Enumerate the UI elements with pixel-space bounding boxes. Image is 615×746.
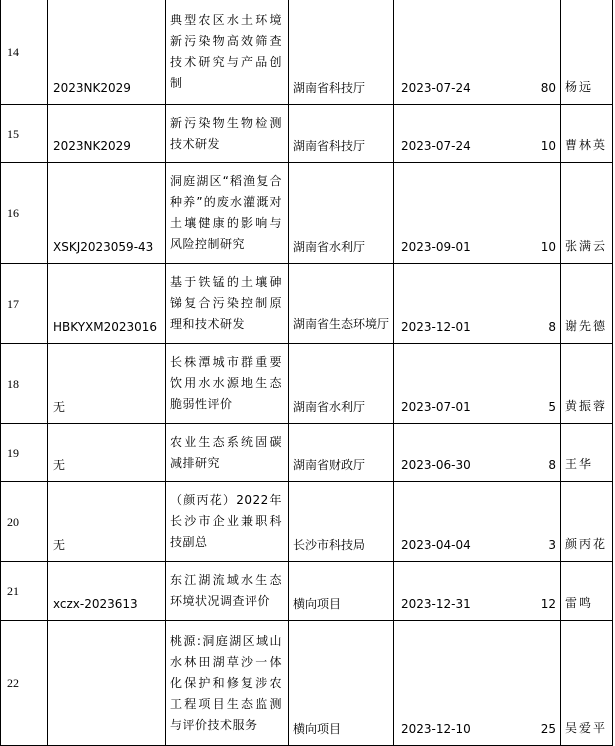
project-code: 无: [48, 424, 166, 482]
date-value: 2023-12-10: [401, 722, 471, 736]
project-leader: 王华: [561, 424, 613, 482]
funding-department: 湖南省水利厅: [289, 163, 394, 264]
date-value: 2023-09-01: [401, 240, 471, 254]
project-name: 洞庭湖区“稻渔复合种养”的废水灌溉对土壤健康的影响与风险控制研究: [166, 163, 289, 264]
table-row: [1, 0, 613, 105]
approval-date: [394, 482, 561, 562]
project-leader: 雷鸣: [561, 562, 613, 621]
project-leader: 张满云: [561, 163, 613, 264]
row-number: 19: [1, 424, 48, 482]
row-number: 15: [1, 105, 48, 163]
funding-department: 湖南省科技厅: [289, 0, 394, 105]
amount-value: 8: [548, 458, 556, 472]
funding-department: 湖南省财政厅: [289, 424, 394, 482]
table-row: [1, 264, 613, 344]
row-number: 18: [1, 344, 48, 424]
funding-department: 湖南省水利厅: [289, 344, 394, 424]
project-code: HBKYXM2023016: [48, 264, 166, 344]
project-code: XSKJ2023059-43: [48, 163, 166, 264]
amount-value: 25: [540, 722, 556, 736]
approval-date: [394, 264, 561, 344]
table-row: [1, 562, 613, 621]
funding-department: 横向项目: [289, 562, 394, 621]
project-code: 无: [48, 482, 166, 562]
funding-department: 横向项目: [289, 621, 394, 746]
date-value: 2023-06-30: [401, 458, 471, 472]
project-leader: 颜丙花: [561, 482, 613, 562]
approval-date: [394, 105, 561, 163]
approval-date: [394, 344, 561, 424]
amount-value: 5: [548, 400, 556, 414]
amount-value: 80: [540, 81, 556, 95]
row-number: 16: [1, 163, 48, 264]
project-code: [48, 621, 166, 746]
amount-value: 12: [540, 597, 556, 611]
row-number: 22: [1, 621, 48, 746]
funding-department: [289, 264, 394, 344]
approval-date: [394, 562, 561, 621]
date-value: 2023-07-24: [401, 81, 471, 95]
project-name: 农业生态系统固碳减排研究: [166, 424, 289, 482]
date-value: 2023-07-24: [401, 139, 471, 153]
approval-date: [394, 621, 561, 746]
amount-value: 10: [540, 139, 556, 153]
row-number: 17: [1, 264, 48, 344]
project-name: 典型农区水土环境新污染物高效筛查技术研究与产品创制: [166, 0, 289, 105]
project-code: 2023NK2029: [48, 105, 166, 163]
table-row: [1, 163, 613, 264]
amount-value: 3: [548, 538, 556, 552]
date-value: 2023-07-01: [401, 400, 471, 414]
project-code: 无: [48, 344, 166, 424]
funding-department: 长沙市科技局: [289, 482, 394, 562]
table-row: [1, 621, 613, 746]
amount-value: 10: [540, 240, 556, 254]
project-name: 新污染物生物检测技术研发: [166, 105, 289, 163]
project-leader: 杨远: [561, 0, 613, 105]
project-name: 东江湖流域水生态环境状况调查评价: [166, 562, 289, 621]
approval-date: [394, 424, 561, 482]
project-code: 2023NK2029: [48, 0, 166, 105]
funding-department: 湖南省科技厅: [289, 105, 394, 163]
project-name: 桃源:洞庭湖区域山水林田湖草沙一体化保护和修复涉农工程项目生态监测与评价技术服务: [166, 621, 289, 746]
project-code: xczx-2023613: [48, 562, 166, 621]
project-name: （颜丙花）2022年长沙市企业兼职科技副总: [166, 482, 289, 562]
table-row: [1, 424, 613, 482]
project-leader: 曹林英: [561, 105, 613, 163]
row-number: 14: [1, 0, 48, 105]
table-row: [1, 344, 613, 424]
date-value: 2023-04-04: [401, 538, 471, 552]
approval-date: [394, 0, 561, 105]
table-row: [1, 482, 613, 562]
project-name: 长株潭城市群重要饮用水水源地生态脆弱性评价: [166, 344, 289, 424]
table-row: [1, 105, 613, 163]
amount-value: 8: [548, 320, 556, 334]
project-leader: 谢先德: [561, 264, 613, 344]
row-number: 21: [1, 562, 48, 621]
approval-date: [394, 163, 561, 264]
project-name: 基于铁锰的土壤砷锑复合污染控制原理和技术研发: [166, 264, 289, 344]
department-text: 湖南省生态环境厅: [293, 317, 390, 331]
project-leader: 黄振蓉: [561, 344, 613, 424]
date-value: 2023-12-31: [401, 597, 471, 611]
project-leader: 吴爱平: [561, 621, 613, 746]
date-value: 2023-12-01: [401, 320, 471, 334]
row-number: 20: [1, 482, 48, 562]
